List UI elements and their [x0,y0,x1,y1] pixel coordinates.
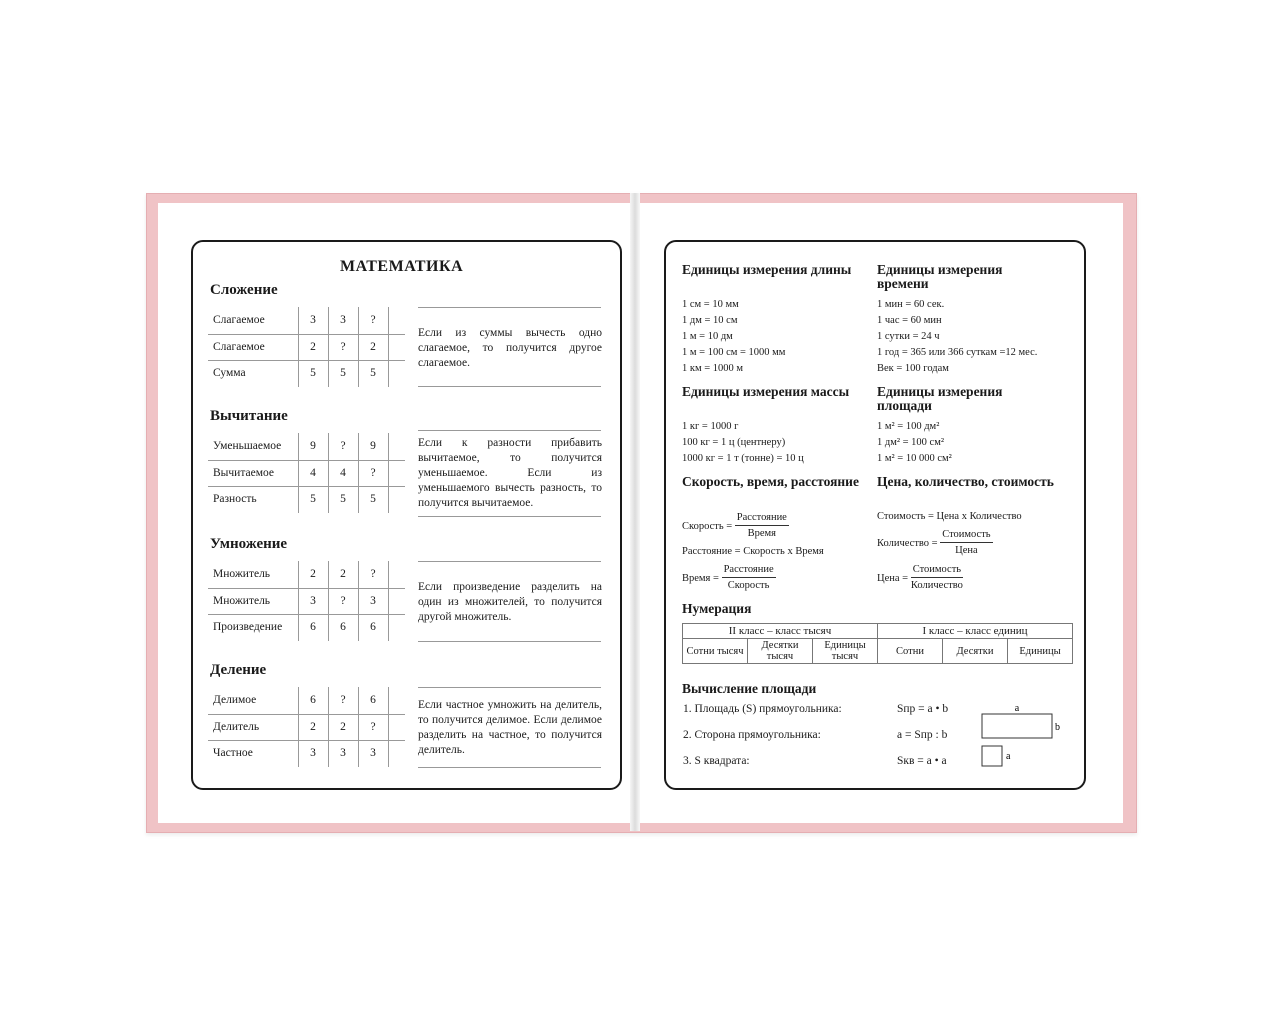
time-line: 1 мин = 60 сек. [877,299,945,310]
table-cell: 3 [310,747,316,759]
area-item-text: 2. Сторона прямоугольника: [683,729,821,741]
section-title: Деление [210,662,267,678]
table-divider [388,433,389,513]
mass-line: 1 кг = 1000 г [682,421,739,432]
area-item-text: 1. Площадь (S) прямоугольника: [683,703,842,715]
table-cell: 5 [340,493,346,505]
table-cell: 2 [370,340,376,353]
rank-cell: Десятки [943,639,1008,664]
rule-underline [418,307,601,308]
price-formula-left: Цена = [877,572,909,584]
table-cell: 3 [370,747,376,759]
rule-text: Если частное умножить на делитель, то получится делимое. Если делимое разделить на частное, то получится делитель. [418,699,602,756]
fraction-denominator: Скорость [727,580,770,591]
table-cell: 2 [310,340,316,353]
fraction-denominator: Цена [955,545,978,556]
rule-underline [418,430,601,431]
table-cell: ? [370,466,376,479]
table-cell: 3 [340,747,346,759]
square-side-a: a [1006,751,1011,762]
length-units-title: Единицы измерения длины [682,262,852,277]
price-fraction [911,563,963,594]
table-cell: 5 [370,493,376,505]
fraction-denominator: Количество [910,580,963,591]
fraction-numerator: Расстояние [735,511,789,526]
speed-formula [682,511,789,542]
table-divider [208,486,405,487]
area-units-title: Единицы измерения площади [877,384,1003,413]
numeration-rank-row [683,639,1073,664]
row-label: Множитель [213,568,271,580]
table-cell: 5 [310,493,316,505]
price-formula [877,563,963,594]
row-label: Вычитаемое [213,466,274,479]
table-cell: 6 [340,621,346,633]
row-label: Разность [213,493,257,505]
speed-title: Скорость, время, расстояние [682,474,859,489]
row-label: Уменьшаемое [213,440,282,452]
row-label: Сумма [213,367,246,379]
rank-cell: Десятки тысяч [748,639,813,664]
area-item-formula: Sпр = a • b [897,703,949,715]
area-units-list [877,419,952,467]
distance-formula: Расстояние = Скорость х Время [682,546,824,557]
table-divider [208,588,405,589]
table-cell: 9 [310,440,316,452]
section-title: Вычитание [210,408,288,424]
area-unit-line: 1 м² = 100 дм² [877,421,940,432]
table-cell: ? [370,568,376,580]
table-cell: 4 [340,466,346,479]
price-title: Цена, количество, стоимость [877,474,1054,489]
table-divider [208,360,405,361]
row-label: Множитель [213,594,271,607]
row-label: Слагаемое [213,314,265,326]
table-divider [208,614,405,615]
table-divider [208,334,405,335]
mass-units-list [682,419,804,467]
numeration-title: Нумерация [682,601,752,616]
table-cell: 3 [370,594,376,607]
length-line: 1 км = 1000 м [682,363,744,374]
time-formula-left: Время = [682,572,719,584]
mass-line: 1000 кг = 1 т (тонне) = 10 ц [682,453,804,464]
length-line: 1 дм = 10 см [682,315,738,326]
mass-units-title: Единицы измерения массы [682,384,850,399]
time-fraction [722,563,776,594]
rule-text: Если к разности прибавить вычитаемое, то получится уменьшаемое. Если из уменьшаемого вычесть разность, то получится вычитаемое. [418,437,602,509]
numeration-class-row [683,624,1073,639]
rule-underline [418,561,601,562]
class-units: I класс – класс единиц [878,624,1073,639]
mass-line: 100 кг = 1 ц (центнеру) [682,437,786,448]
row-label: Делимое [213,694,257,706]
table-cell: 6 [310,694,316,706]
fraction-denominator: Время [747,528,777,539]
fraction-numerator: Стоимость [911,563,963,578]
table-cell: 2 [340,568,346,580]
row-label: Делитель [213,720,260,733]
time-line: 1 час = 60 мин [877,315,942,326]
section-title: Умножение [210,536,288,552]
table-cell: 6 [370,621,376,633]
table-cell: 2 [340,720,346,733]
table-cell: ? [340,694,346,706]
table-cell: 3 [340,314,346,326]
page-title: МАТЕМАТИКА [340,258,464,275]
fraction-numerator: Расстояние [722,563,776,578]
speed-formula-left: Скорость = [682,520,733,532]
table-cell: ? [370,720,376,733]
area-item-formula: Sкв = a • a [897,755,947,767]
rank-cell: Единицы тысяч [813,639,878,664]
time-line: 1 год = 365 или 366 суткам =12 мес. [877,347,1038,358]
time-units-title: Единицы измерения времени [877,262,1003,291]
area-diagram [975,700,1065,772]
row-label: Частное [213,747,253,759]
notebook-spine [630,193,640,831]
rect-side-b: b [1055,722,1060,733]
table-divider [208,460,405,461]
table-cell: ? [340,440,346,452]
table-cell: 2 [310,720,316,733]
speed-fraction [735,511,789,542]
rule-text: Если из суммы вычесть одно слагаемое, то получится другое слагаемое. [418,327,602,369]
table-cell: 4 [310,466,316,479]
time-line: Век = 100 годам [877,363,949,374]
time-line: 1 сутки = 24 ч [877,331,940,342]
table-cell: ? [340,594,346,607]
area-item-text: 3. S квадрата: [683,755,750,767]
rule-text: Если произведение разделить на один из множителей, то получится другой множитель. [418,581,602,623]
table-divider [388,687,389,767]
quantity-formula [877,528,993,559]
table-cell: 9 [370,440,376,452]
cost-formula: Стоимость = Цена х Количество [877,511,1022,522]
rank-cell: Сотни [878,639,943,664]
class-thousands: II класс – класс тысяч [683,624,878,639]
table-cell: 5 [340,367,346,379]
table-cell: ? [370,314,376,326]
table-cell: 5 [370,367,376,379]
table-divider [388,561,389,641]
table-cell: 5 [310,367,316,379]
length-line: 1 м = 10 дм [682,331,733,342]
table-cell: 2 [310,568,316,580]
rectangle-shape [982,714,1052,738]
rule-underline [418,767,601,768]
rank-cell: Единицы [1008,639,1073,664]
rect-side-a: a [1014,703,1020,714]
quantity-fraction [940,528,992,559]
table-divider [208,740,405,741]
section-title: Сложение [210,282,278,298]
numeration-table [682,623,1073,664]
rule-underline [418,386,601,387]
square-shape [982,746,1002,766]
area-calc-title: Вычисление площади [682,681,817,696]
table-cell: 6 [370,694,376,706]
table-cell: 3 [310,594,316,607]
table-cell: 3 [310,314,316,326]
rule-underline [418,641,601,642]
rank-cell: Сотни тысяч [683,639,748,664]
row-label: Слагаемое [213,340,265,353]
table-divider [208,714,405,715]
table-cell: ? [340,340,346,353]
time-units-list [877,297,1037,377]
area-item-formula: a = Sпр : b [897,729,948,741]
rule-underline [418,516,601,517]
table-cell: 6 [310,621,316,633]
time-formula [682,563,776,594]
length-units-list [682,297,785,377]
table-divider [388,307,389,387]
area-unit-line: 1 м² = 10 000 см² [877,453,952,464]
rule-underline [418,687,601,688]
row-label: Произведение [213,621,283,633]
length-line: 1 см = 10 мм [682,299,739,310]
quantity-formula-left: Количество = [877,537,938,549]
area-unit-line: 1 дм² = 100 см² [877,437,945,448]
length-line: 1 м = 100 см = 1000 мм [682,347,786,358]
fraction-numerator: Стоимость [940,528,992,543]
